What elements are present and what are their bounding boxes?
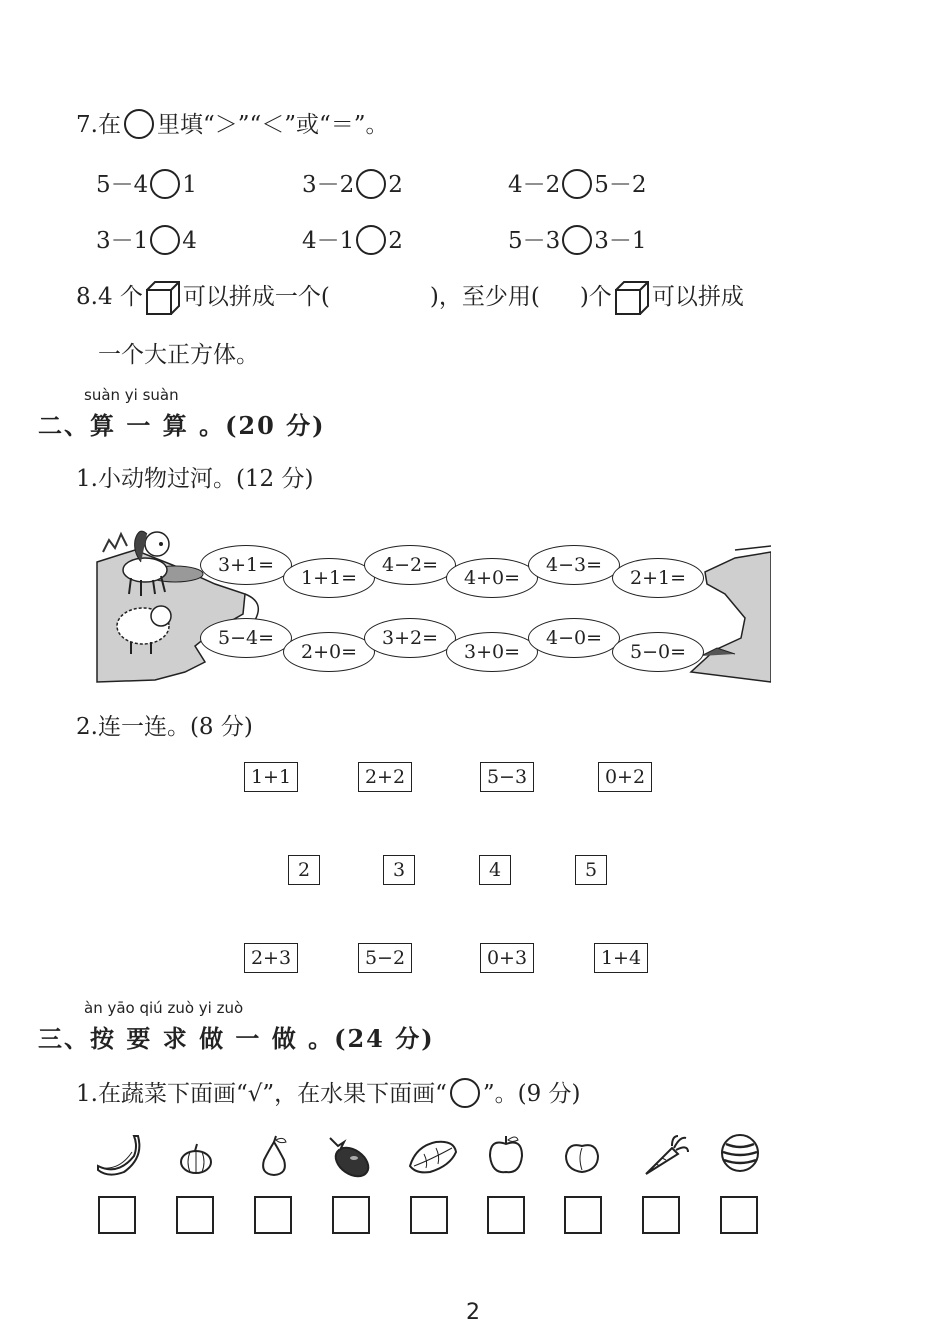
page-number: 2: [466, 1300, 480, 1325]
q7-title: [76, 106, 389, 141]
s2q2-title: 2.连一连。(8 分): [76, 714, 253, 740]
math-stone[interactable]: 4−2=: [364, 545, 456, 585]
number-box[interactable]: 5: [575, 855, 607, 885]
section3-pinyin: àn yāo qiú zuò yi zuò: [84, 999, 244, 1017]
watermelon-icon: [718, 1132, 762, 1174]
circle-icon: [124, 109, 154, 139]
answer-box[interactable]: [98, 1196, 136, 1234]
expr-box[interactable]: 5−3: [480, 762, 534, 792]
expr-box[interactable]: 2+3: [244, 943, 298, 973]
circle-icon: [450, 1078, 480, 1108]
answer-circle[interactable]: [150, 225, 180, 255]
compare-item: 5－4 1: [96, 166, 197, 201]
q8-line2: 一个大正方体。: [98, 342, 259, 368]
compare-item: 3－2 2: [302, 166, 403, 201]
math-stone[interactable]: 1+1=: [283, 558, 375, 598]
pumpkin-icon: [178, 1140, 214, 1176]
math-stone[interactable]: 4−0=: [528, 618, 620, 658]
section2-pinyin: suàn yi suàn: [84, 386, 179, 404]
answer-box[interactable]: [564, 1196, 602, 1234]
math-stone[interactable]: 3+2=: [364, 618, 456, 658]
s3q1-title: 1.在蔬菜下面画“√”，在水果下面画“ ”。(9 分): [76, 1075, 581, 1110]
q8-line1: 8.4 个 可以拼成一个( )，至少用( )个 可以拼成: [76, 278, 744, 316]
compare-item: 3－1 4: [96, 222, 197, 257]
expr-box[interactable]: 2+2: [358, 762, 412, 792]
answer-box[interactable]: [720, 1196, 758, 1234]
cube-icon: [614, 280, 650, 316]
math-stone[interactable]: 3+0=: [446, 632, 538, 672]
answer-box[interactable]: [410, 1196, 448, 1234]
number-box[interactable]: 3: [383, 855, 415, 885]
answer-circle[interactable]: [562, 225, 592, 255]
math-stone[interactable]: 5−0=: [612, 632, 704, 672]
answer-box[interactable]: [642, 1196, 680, 1234]
banana-icon: [94, 1132, 142, 1178]
compare-item: 5－3 3－1: [508, 222, 647, 257]
q7-prefix: 7.在: [76, 112, 121, 138]
answer-circle[interactable]: [356, 169, 386, 199]
math-stone[interactable]: 4+0=: [446, 558, 538, 598]
answer-box[interactable]: [176, 1196, 214, 1234]
number-box[interactable]: 2: [288, 855, 320, 885]
cube-icon: [145, 280, 181, 316]
math-stone[interactable]: 3+1=: [200, 545, 292, 585]
expr-box[interactable]: 1+1: [244, 762, 298, 792]
math-stone[interactable]: 4−3=: [528, 545, 620, 585]
cabbage-icon: [406, 1136, 460, 1176]
expr-box[interactable]: 0+2: [598, 762, 652, 792]
q7-suffix: 里填“＞”“＜”或“＝”。: [156, 112, 389, 138]
answer-circle[interactable]: [356, 225, 386, 255]
s2q1-title: 1.小动物过河。(12 分): [76, 466, 314, 492]
answer-box[interactable]: [332, 1196, 370, 1234]
section2-title: 二、算 一 算 。(20 分): [38, 411, 326, 440]
answer-circle[interactable]: [150, 169, 180, 199]
expr-box[interactable]: 0+3: [480, 943, 534, 973]
answer-box[interactable]: [487, 1196, 525, 1234]
peach-icon: [562, 1136, 602, 1176]
carrot-icon: [642, 1134, 690, 1178]
math-stone[interactable]: 2+0=: [283, 632, 375, 672]
answer-circle[interactable]: [562, 169, 592, 199]
section3-title: 三、按 要 求 做 一 做 。(24 分): [38, 1024, 435, 1053]
math-stone[interactable]: 2+1=: [612, 558, 704, 598]
number-box[interactable]: 4: [479, 855, 511, 885]
pear-icon: [256, 1134, 292, 1178]
eggplant-icon: [326, 1134, 372, 1178]
compare-item: 4－2 5－2: [508, 166, 647, 201]
math-stone[interactable]: 5−4=: [200, 618, 292, 658]
answer-box[interactable]: [254, 1196, 292, 1234]
apple-icon: [486, 1134, 526, 1176]
compare-item: 4－1 2: [302, 222, 403, 257]
expr-box[interactable]: 5−2: [358, 943, 412, 973]
expr-box[interactable]: 1+4: [594, 943, 648, 973]
